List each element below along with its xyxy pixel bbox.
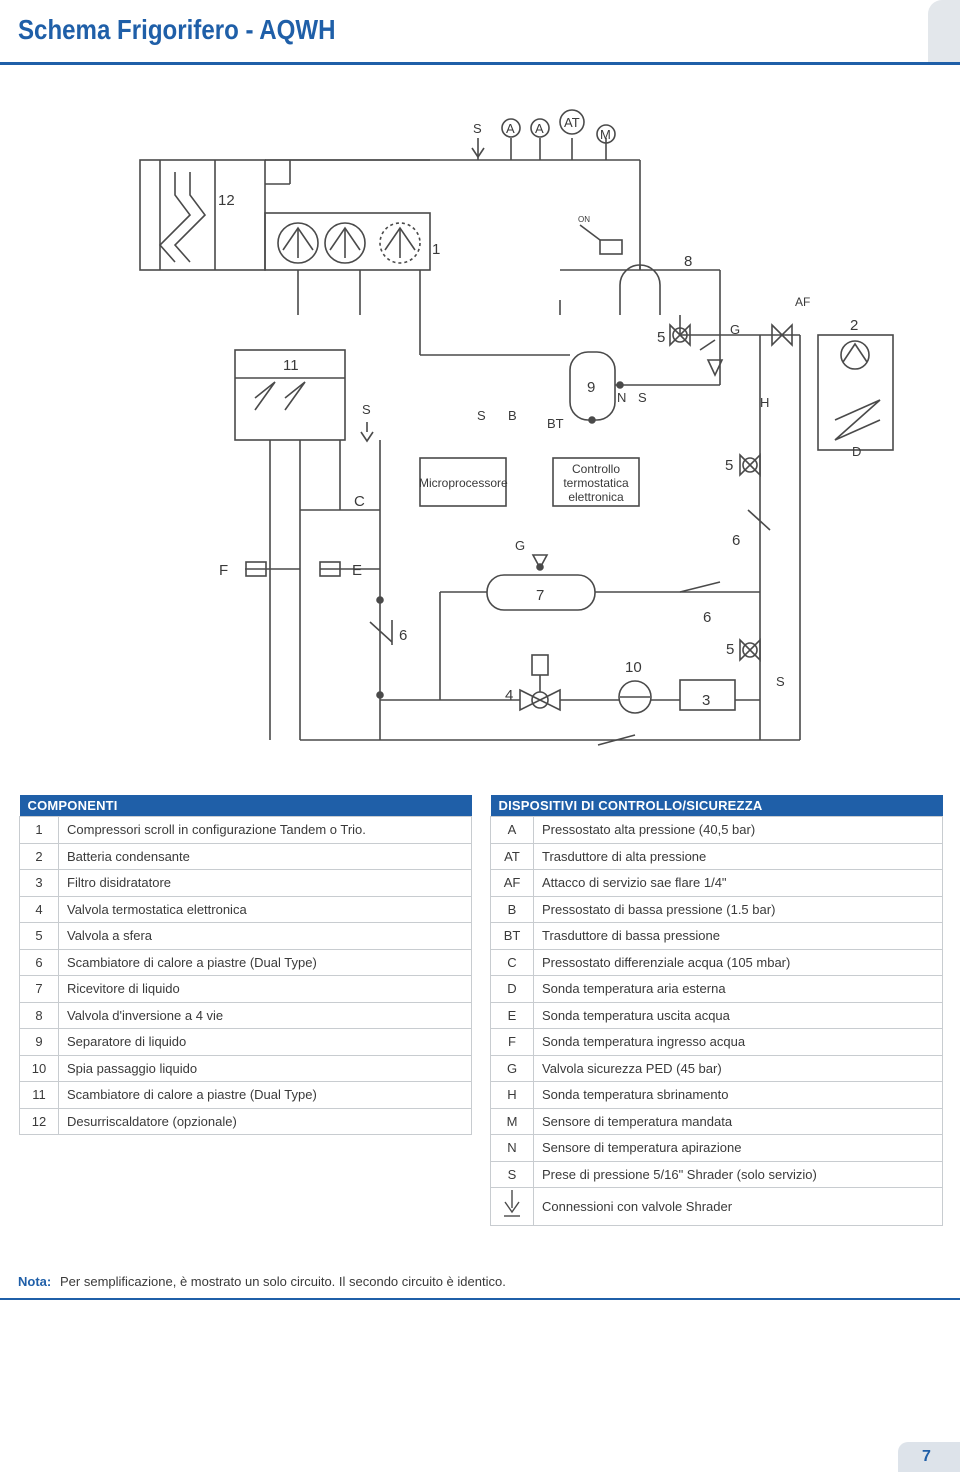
label-a-1: A: [506, 121, 515, 136]
row-code: H: [491, 1082, 534, 1109]
label-b: B: [508, 408, 517, 423]
label-h: H: [760, 395, 770, 410]
label-1: 1: [432, 241, 441, 258]
table-row: [20, 817, 472, 844]
row-code: 7: [20, 976, 59, 1003]
desuperheater-box: [140, 160, 265, 270]
table-row: [20, 1029, 472, 1056]
row-text: Ricevitore di liquido: [59, 976, 472, 1003]
controls-table: [490, 795, 943, 1226]
table-row: [20, 896, 472, 923]
table-row: [20, 1002, 472, 1029]
label-m: M: [600, 127, 611, 142]
table-row: [491, 896, 943, 923]
row-text: Filtro disidratatore: [59, 870, 472, 897]
row-text: Desurriscaldatore (opzionale): [59, 1108, 472, 1135]
table-row: [20, 1108, 472, 1135]
table-row: [491, 870, 943, 897]
row-text: Sonda temperatura sbrinamento: [534, 1082, 943, 1109]
label-c: C: [354, 493, 365, 510]
row-text: Trasduttore di alta pressione: [534, 843, 943, 870]
row-code: 10: [20, 1055, 59, 1082]
row-code: BT: [491, 923, 534, 950]
label-6-a: 6: [399, 627, 408, 644]
label-5-b: 5: [725, 457, 734, 474]
row-code: AT: [491, 843, 534, 870]
row-code: A: [491, 817, 534, 844]
label-s-mid: S: [477, 408, 486, 423]
controller-label-1: Controllo: [571, 462, 621, 476]
table-row: [491, 923, 943, 950]
label-2: 2: [850, 317, 859, 334]
row-text: Pressostato di bassa pressione (1.5 bar): [534, 896, 943, 923]
table-row: [491, 1188, 943, 1226]
row-code: E: [491, 1002, 534, 1029]
row-code: 12: [20, 1108, 59, 1135]
row-text: Prese di pressione 5/16" Shrader (solo servizio): [534, 1161, 943, 1188]
label-a-2: A: [535, 121, 544, 136]
label-s-left: S: [362, 402, 371, 417]
components-table: [19, 795, 472, 1135]
row-code: G: [491, 1055, 534, 1082]
row-text: Attacco di servizio sae flare 1/4": [534, 870, 943, 897]
row-text: Trasduttore di bassa pressione: [534, 923, 943, 950]
table-row: [20, 923, 472, 950]
label-n: N: [617, 390, 627, 405]
row-code: 9: [20, 1029, 59, 1056]
table-row: [491, 1055, 943, 1082]
page-number: 7: [922, 1448, 931, 1465]
label-af: AF: [795, 295, 811, 309]
row-text: Compressori scroll in configurazione Tandem o Trio.: [59, 817, 472, 844]
label-g-mid: G: [515, 538, 526, 553]
note-label: Nota:: [18, 1274, 52, 1289]
row-code: 3: [20, 870, 59, 897]
label-3: 3: [702, 692, 711, 709]
row-text: Pressostato differenziale acqua (105 mbar): [534, 949, 943, 976]
table-row: [20, 870, 472, 897]
label-at: AT: [564, 115, 580, 130]
table-row: [491, 976, 943, 1003]
footnote: [18, 1274, 506, 1289]
row-text: Valvola termostatica elettronica: [59, 896, 472, 923]
refrigeration-schematic: [0, 70, 960, 760]
table-row: [491, 1029, 943, 1056]
label-5-a: 5: [657, 329, 666, 346]
label-10: 10: [625, 659, 642, 676]
table-row: [20, 843, 472, 870]
label-6-c: 6: [703, 609, 712, 626]
row-text: Sonda temperatura ingresso acqua: [534, 1029, 943, 1056]
row-code: AF: [491, 870, 534, 897]
microprocessor-label: Microprocessore: [419, 476, 508, 490]
row-text: Sonda temperatura aria esterna: [534, 976, 943, 1003]
row-code: B: [491, 896, 534, 923]
row-code: S: [491, 1161, 534, 1188]
label-e: E: [352, 562, 363, 579]
page-number-tab: [898, 1442, 960, 1472]
label-5-c: 5: [726, 641, 735, 658]
table-row: [491, 949, 943, 976]
row-code: 5: [20, 923, 59, 950]
label-4: 4: [505, 687, 514, 704]
row-text: Separatore di liquido: [59, 1029, 472, 1056]
header-bar: [0, 0, 960, 64]
table-row: [491, 1002, 943, 1029]
table-row: [491, 843, 943, 870]
label-f: F: [219, 562, 229, 579]
footnote-rule: [0, 1298, 960, 1300]
row-text: Connessioni con valvole Shrader: [534, 1188, 943, 1226]
table-row: [491, 1135, 943, 1162]
controller-label-2: termostatica: [563, 476, 629, 490]
row-text: Spia passaggio liquido: [59, 1055, 472, 1082]
controls-header: DISPOSITIVI DI CONTROLLO/SICUREZZA: [491, 795, 943, 817]
row-text: Scambiatore di calore a piastre (Dual Type): [59, 1082, 472, 1109]
row-code: M: [491, 1108, 534, 1135]
table-row: [491, 817, 943, 844]
header-rule: [0, 62, 960, 65]
row-text: Valvola d'inversione a 4 vie: [59, 1002, 472, 1029]
label-11: 11: [283, 357, 299, 374]
label-12: 12: [218, 192, 235, 209]
label-s-top: S: [473, 121, 482, 136]
table-row: [20, 976, 472, 1003]
row-code: N: [491, 1135, 534, 1162]
row-code: 11: [20, 1082, 59, 1109]
header-corner-tab: [928, 0, 960, 62]
components-header: COMPONENTI: [20, 795, 472, 817]
controller-label-3: elettronica: [568, 490, 624, 504]
label-s-bottom: S: [776, 674, 785, 689]
page-title: Schema Frigorifero - AQWH: [18, 14, 336, 45]
label-on: ON: [578, 215, 590, 224]
row-text: Valvola sicurezza PED (45 bar): [534, 1055, 943, 1082]
table-row: [491, 1082, 943, 1109]
shrader-valve-icon: [491, 1188, 534, 1226]
condenser-coil: [818, 335, 893, 450]
row-code: C: [491, 949, 534, 976]
row-code: D: [491, 976, 534, 1003]
label-9: 9: [587, 379, 596, 396]
table-row: [20, 949, 472, 976]
table-row: [491, 1161, 943, 1188]
note-text: Per semplificazione, è mostrato un solo circuito. Il secondo circuito è identico.: [60, 1274, 506, 1289]
row-text: Batteria condensante: [59, 843, 472, 870]
label-s-sep: S: [638, 390, 647, 405]
label-7: 7: [536, 587, 545, 604]
label-d: D: [852, 444, 862, 459]
label-8: 8: [684, 253, 693, 270]
table-row: [20, 1055, 472, 1082]
row-text: Pressostato alta pressione (40,5 bar): [534, 817, 943, 844]
table-row: [20, 1082, 472, 1109]
label-bt: BT: [547, 416, 564, 431]
label-g-top: G: [730, 322, 741, 337]
row-text: Sensore di temperatura mandata: [534, 1108, 943, 1135]
row-code: F: [491, 1029, 534, 1056]
row-code: 1: [20, 817, 59, 844]
row-code: 2: [20, 843, 59, 870]
row-text: Sensore di temperatura apirazione: [534, 1135, 943, 1162]
row-code: 6: [20, 949, 59, 976]
row-text: Valvola a sfera: [59, 923, 472, 950]
label-6-b: 6: [732, 532, 741, 549]
row-text: Scambiatore di calore a piastre (Dual Type): [59, 949, 472, 976]
row-text: Sonda temperatura uscita acqua: [534, 1002, 943, 1029]
row-code: 4: [20, 896, 59, 923]
table-row: [491, 1108, 943, 1135]
row-code: 8: [20, 1002, 59, 1029]
